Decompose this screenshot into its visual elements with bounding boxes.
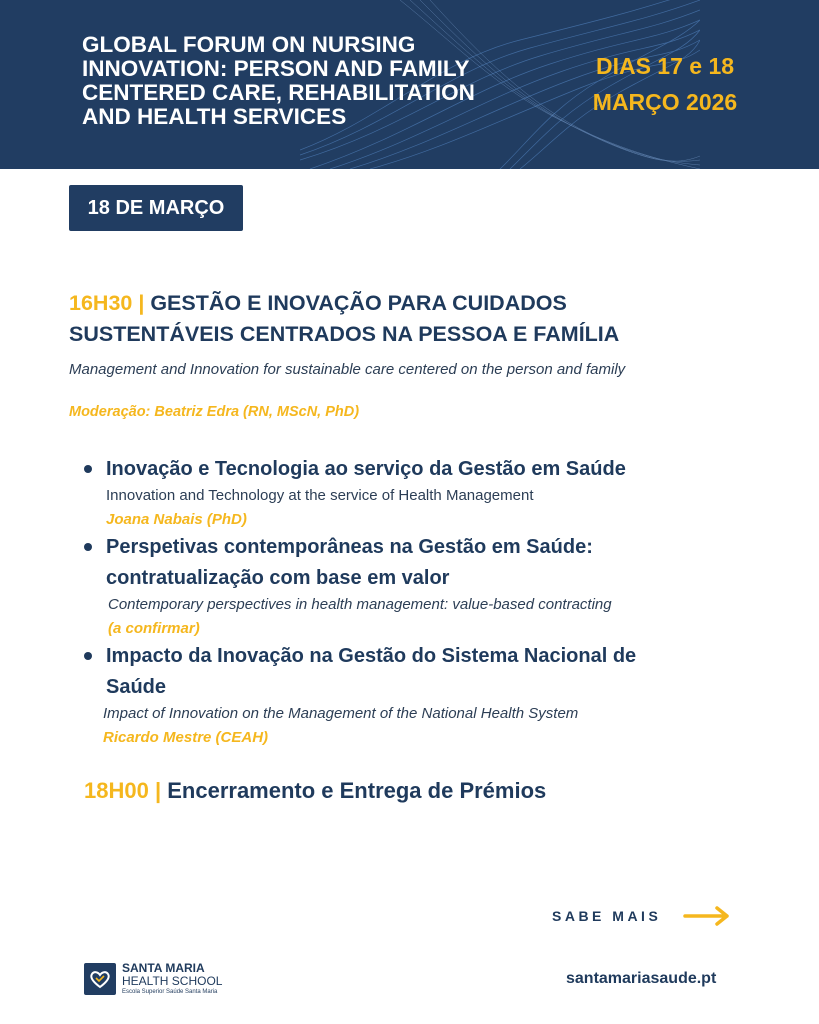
talk-title-line: Saúde [106,676,167,698]
talk-title-line: Impacto da Inovação na Gestão do Sistema Nacional de [106,645,637,667]
day-badge: 18 DE MARÇO [69,185,243,231]
talk-title-line: Inovação e Tecnologia ao serviço da Gestão em Saúde [106,458,626,480]
event-dates-line: DIAS 17 e 18 [595,53,735,79]
talk-title-line: Perspetivas contemporâneas na Gestão em Saúde: [106,536,593,558]
session-title-line: SUSTENTÁVEIS CENTRADOS NA PESSOA E FAMÍLIA [69,322,620,346]
session-title [69,288,769,350]
bullet-icon [84,465,92,473]
event-dates [560,48,770,120]
logo-tagline: Escola Superior Saúde Santa Maria [122,989,218,995]
talk-subtitle: Innovation and Technology at the service of Health Management [106,487,534,504]
closing-session [84,778,546,804]
session-subtitle: Management and Innovation for sustainable care centered on the person and family [69,361,626,378]
santa-maria-logo [84,962,222,995]
talk-title-line: contratualização com base em valor [106,567,450,589]
talk-title [106,641,746,703]
session-time: 16H30 [69,291,133,315]
bullet-icon [84,652,92,660]
session-title-line [69,288,769,319]
sabe-mais-label: SABE MAIS [552,908,662,924]
talk-subtitle: Impact of Innovation on the Management of the National Health System [103,705,579,722]
closing-label: Encerramento e Entrega de Prémios [167,778,547,803]
closing-time: 18H00 [84,778,149,803]
talk-title [106,454,746,485]
time-separator: | [132,291,151,315]
session-title-text: GESTÃO E INOVAÇÃO PARA CUIDADOS [150,291,567,315]
heart-logo-icon [84,963,116,995]
time-separator: | [148,778,168,803]
talk-title [106,532,746,594]
talk-speaker: Joana Nabais (PhD) [106,511,247,528]
header-banner [0,0,819,169]
logo-text [122,962,222,995]
sabe-mais-link[interactable] [552,906,731,926]
talk-speaker: (a confirmar) [108,620,200,637]
session-moderation: Moderação: Beatriz Edra (RN, MScN, PhD) [69,404,360,420]
event-title-line: INNOVATION: PERSON AND FAMILY [82,56,470,81]
bullet-icon [84,543,92,551]
arrow-right-icon [683,906,731,926]
website-link[interactable]: santamariasaude.pt [566,970,717,987]
event-title-line: CENTERED CARE, REHABILITATION [82,80,475,105]
event-title-line: AND HEALTH SERVICES [82,104,347,129]
event-title [82,33,552,129]
logo-school: HEALTH SCHOOL [122,974,223,988]
talk-subtitle: Contemporary perspectives in health management: value-based contracting [108,596,612,613]
logo-name: SANTA MARIA [122,961,205,975]
event-title-line: GLOBAL FORUM ON NURSING [82,32,416,57]
event-dates-line: MARÇO 2026 [592,89,738,115]
talk-speaker: Ricardo Mestre (CEAH) [103,729,269,746]
